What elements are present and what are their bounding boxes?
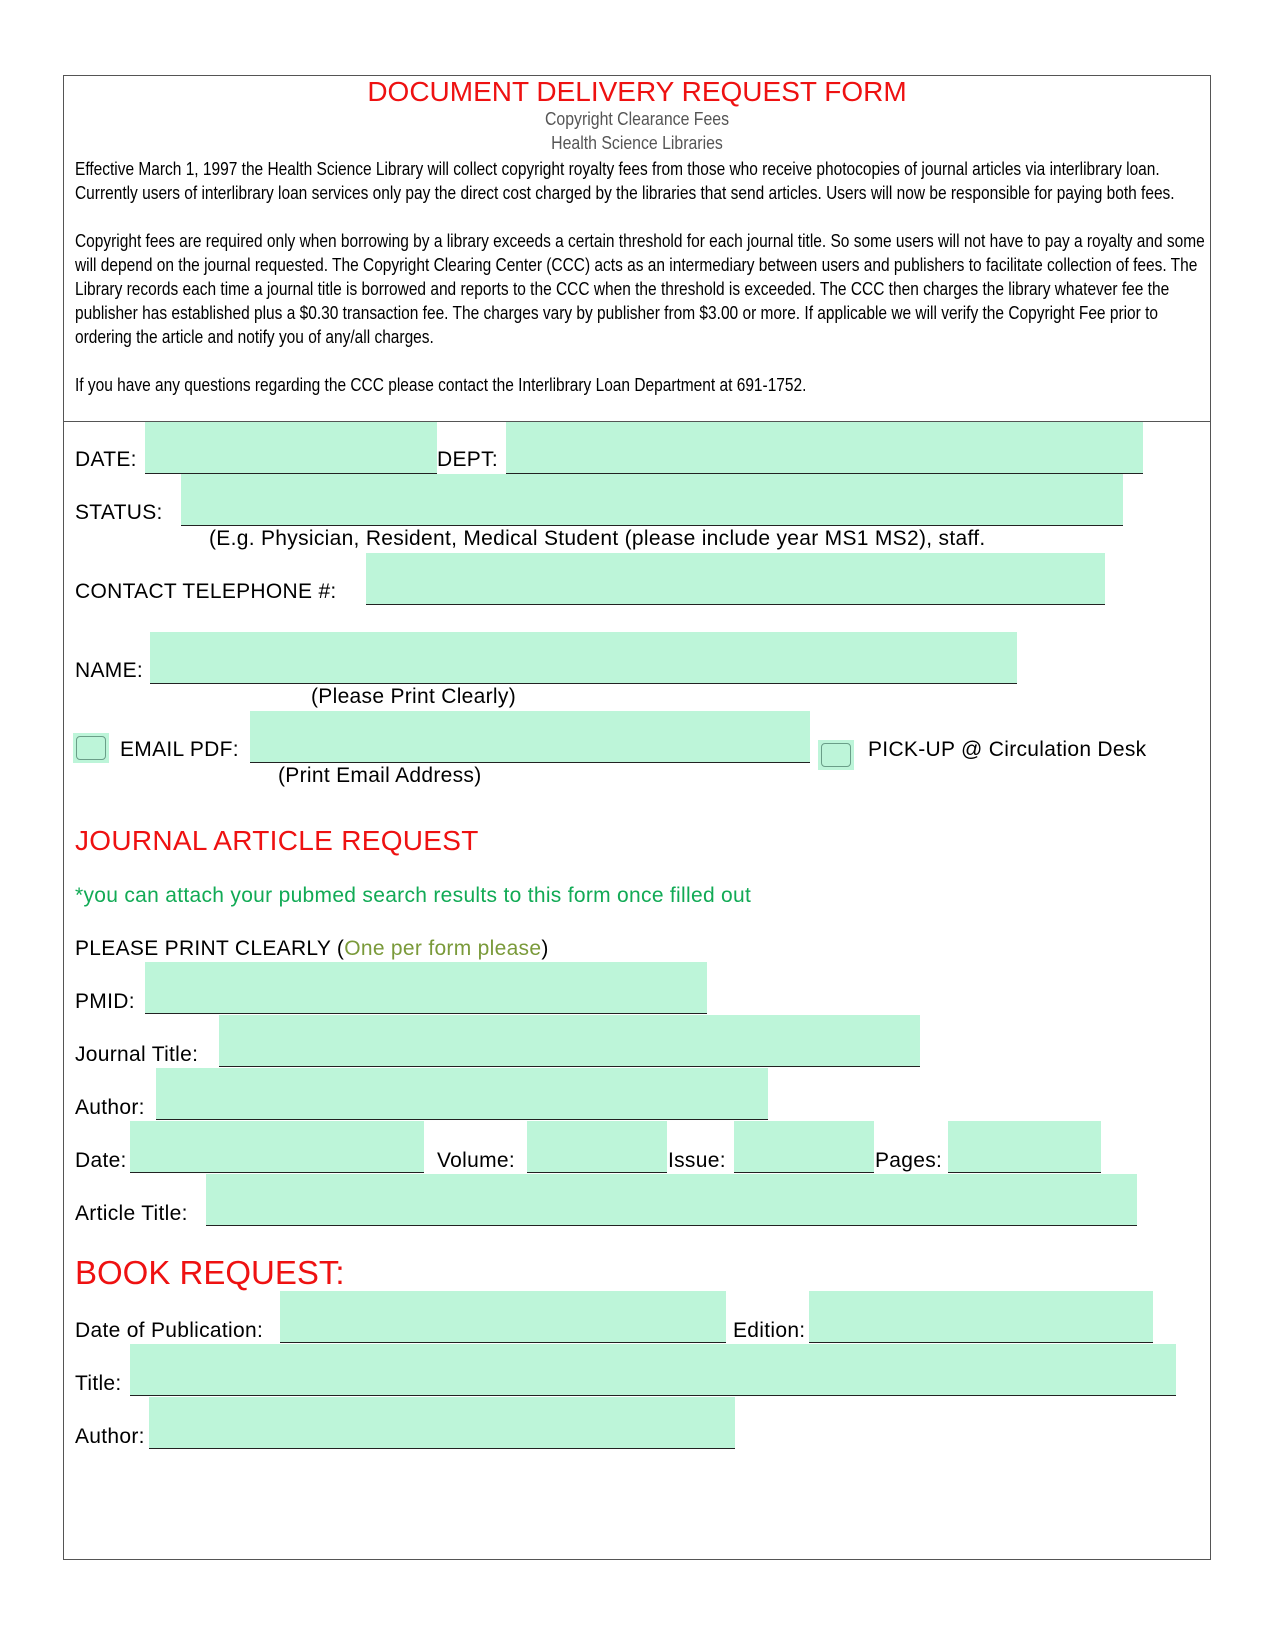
status-label: STATUS: [75, 501, 163, 524]
print-clearly-label [75, 937, 549, 961]
book-author-input[interactable] [149, 1397, 735, 1449]
book-heading: BOOK REQUEST: [75, 1254, 345, 1291]
email-pdf-label: EMAIL PDF: [120, 738, 239, 761]
intro-text [75, 157, 1212, 397]
book-author-label: Author: [75, 1425, 145, 1448]
volume-label: Volume: [437, 1149, 515, 1172]
article-title-label: Article Title: [75, 1202, 188, 1225]
issue-input[interactable] [734, 1121, 874, 1173]
name-label: NAME: [75, 659, 144, 682]
book-title-label: Title: [75, 1372, 122, 1395]
email-hint: (Print Email Address) [278, 764, 482, 787]
journal-heading: JOURNAL ARTICLE REQUEST [75, 825, 479, 856]
checkbox-box-icon [821, 743, 851, 767]
journal-date-input[interactable] [130, 1121, 424, 1173]
intro-paragraph-effective: Effective March 1, 1997 the Health Science Library will collect copyright royalty fees from those who receive photocopies of journal articles via interlibrary loan. Currently users of interlibrary loan services only pay the direct cost charged by the libraries that send articles. Users will now be responsible for paying both fees. [75, 159, 1175, 203]
phone-label: CONTACT TELEPHONE #: [75, 580, 337, 603]
status-input[interactable] [181, 474, 1123, 526]
phone-input[interactable] [366, 553, 1105, 605]
journal-author-label: Author: [75, 1096, 145, 1119]
pubdate-input[interactable] [280, 1291, 726, 1343]
dept-input[interactable] [506, 422, 1143, 474]
pmid-label: PMID: [75, 990, 135, 1013]
intro-paragraph-copyright: Copyright fees are required only when borrowing by a library exceeds a certain threshold for each journal title. So some users will not have to pay a royalty and some will depend on the journal requested. The Copyright Clearing Center (CCC) acts as an intermediary between users and publishers to facilitate collection of fees. The Library records each time a journal title is borrowed and reports to the CCC when the threshold is exceeded. The CCC then charges the library whatever fee the publisher has established plus a $0.30 transaction fee. The charges vary by publisher from $3.00 or more. If applicable we will verify the Copyright Fee prior to ordering the article and notify you of any/all charges. [75, 231, 1205, 347]
date-input[interactable] [145, 422, 437, 474]
pmid-input[interactable] [145, 962, 707, 1014]
issue-label: Issue: [668, 1149, 726, 1172]
journal-title-input[interactable] [219, 1015, 920, 1067]
status-hint: (E.g. Physician, Resident, Medical Student (please include year MS1 MS2), staff. [209, 527, 986, 550]
email-input[interactable] [250, 711, 810, 763]
form-subtitle-library: Health Science Libraries [551, 133, 723, 153]
pubmed-note: *you can attach your pubmed search results to this form once filled out [75, 884, 752, 907]
pages-label: Pages: [875, 1149, 943, 1172]
email-pdf-checkbox[interactable] [73, 733, 109, 763]
print-clearly-close: ) [541, 937, 549, 960]
article-title-input[interactable] [206, 1174, 1137, 1226]
one-per-form-note: One per form please [344, 937, 542, 960]
name-input[interactable] [150, 632, 1017, 684]
edition-input[interactable] [809, 1291, 1153, 1343]
checkbox-box-icon [76, 736, 106, 760]
journal-author-input[interactable] [156, 1068, 768, 1120]
pickup-checkbox[interactable] [818, 740, 854, 770]
date-label: DATE: [75, 448, 137, 471]
pubdate-label: Date of Publication: [75, 1319, 264, 1342]
intro-paragraph-contact: If you have any questions regarding the CCC please contact the Interlibrary Loan Department at 691-1752. [75, 375, 807, 395]
print-clearly-text: PLEASE PRINT CLEARLY ( [75, 937, 345, 960]
journal-title-label: Journal Title: [75, 1043, 199, 1066]
pickup-label: PICK-UP @ Circulation Desk [868, 738, 1147, 761]
book-title-input[interactable] [130, 1344, 1176, 1396]
name-hint: (Please Print Clearly) [311, 685, 516, 708]
volume-input[interactable] [527, 1121, 667, 1173]
form-title: DOCUMENT DELIVERY REQUEST FORM [367, 76, 907, 107]
pages-input[interactable] [948, 1121, 1101, 1173]
journal-date-label: Date: [75, 1149, 127, 1172]
dept-label: DEPT: [437, 448, 499, 471]
edition-label: Edition: [733, 1319, 806, 1342]
form-subtitle-fees: Copyright Clearance Fees [544, 109, 730, 129]
